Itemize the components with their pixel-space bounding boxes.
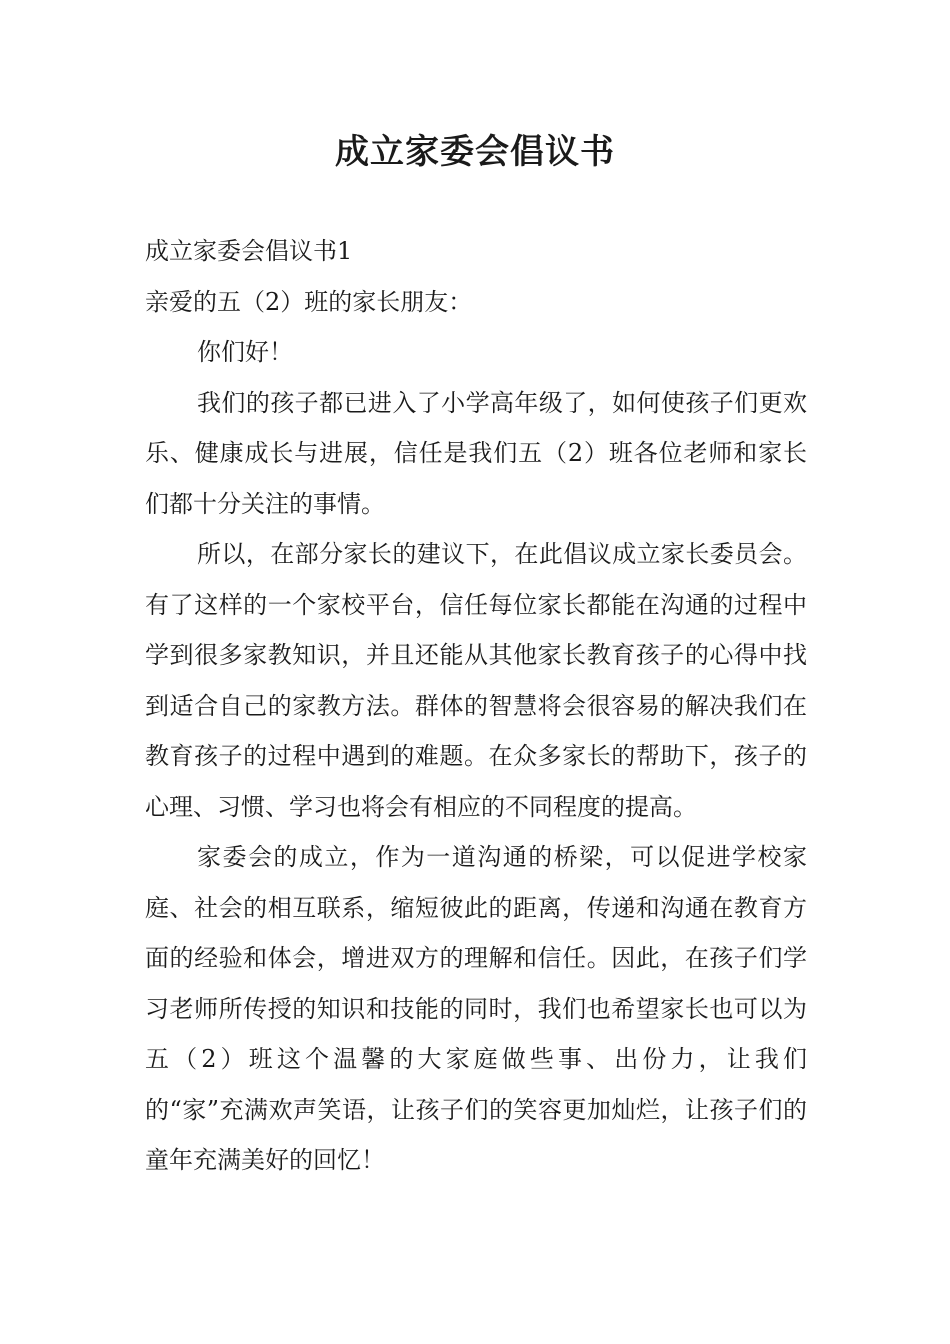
salutation: 亲爱的五（2）班的家长朋友： bbox=[145, 287, 473, 316]
document-body bbox=[145, 226, 807, 1186]
paragraph-2: 所以，在部分家长的建议下，在此倡议成立家长委员会。有了这样的一个家校平台，信任每位家长都能在沟通的过程中学到很多家教知识，并且还能从其他家长教育孩子的心得中找到适合自己的家教方法。群体的智慧将会很容易的解决我们在教育孩子的过程中遇到的难题。在众多家长的帮助下，孩子的心理、习惯、学习也将会有相应的不同程度的提高。 bbox=[145, 540, 807, 821]
paragraph-3: 家委会的成立，作为一道沟通的桥梁，可以促进学校家庭、社会的相互联系，缩短彼此的距离，传递和沟通在教育方面的经验和体会，增进双方的理解和信任。因此，在孩子们学习老师所传授的知识和技能的同时，我们也希望家长也可以为五（2）班这个温馨的大家庭做些事、出份力，让我们的“家”充满欢声笑语，让孩子们的笑容更加灿烂，让孩子们的童年充满美好的回忆！ bbox=[145, 843, 807, 1174]
paragraph-1: 我们的孩子都已进入了小学高年级了，如何使孩子们更欢乐、健康成长与进展，信任是我们五（2）班各位老师和家长们都十分关注的事情。 bbox=[145, 388, 807, 518]
greeting: 你们好！ bbox=[197, 338, 293, 366]
document-subtitle: 成立家委会倡议书1 bbox=[145, 237, 353, 265]
document-title: 成立家委会倡议书 bbox=[335, 132, 615, 172]
